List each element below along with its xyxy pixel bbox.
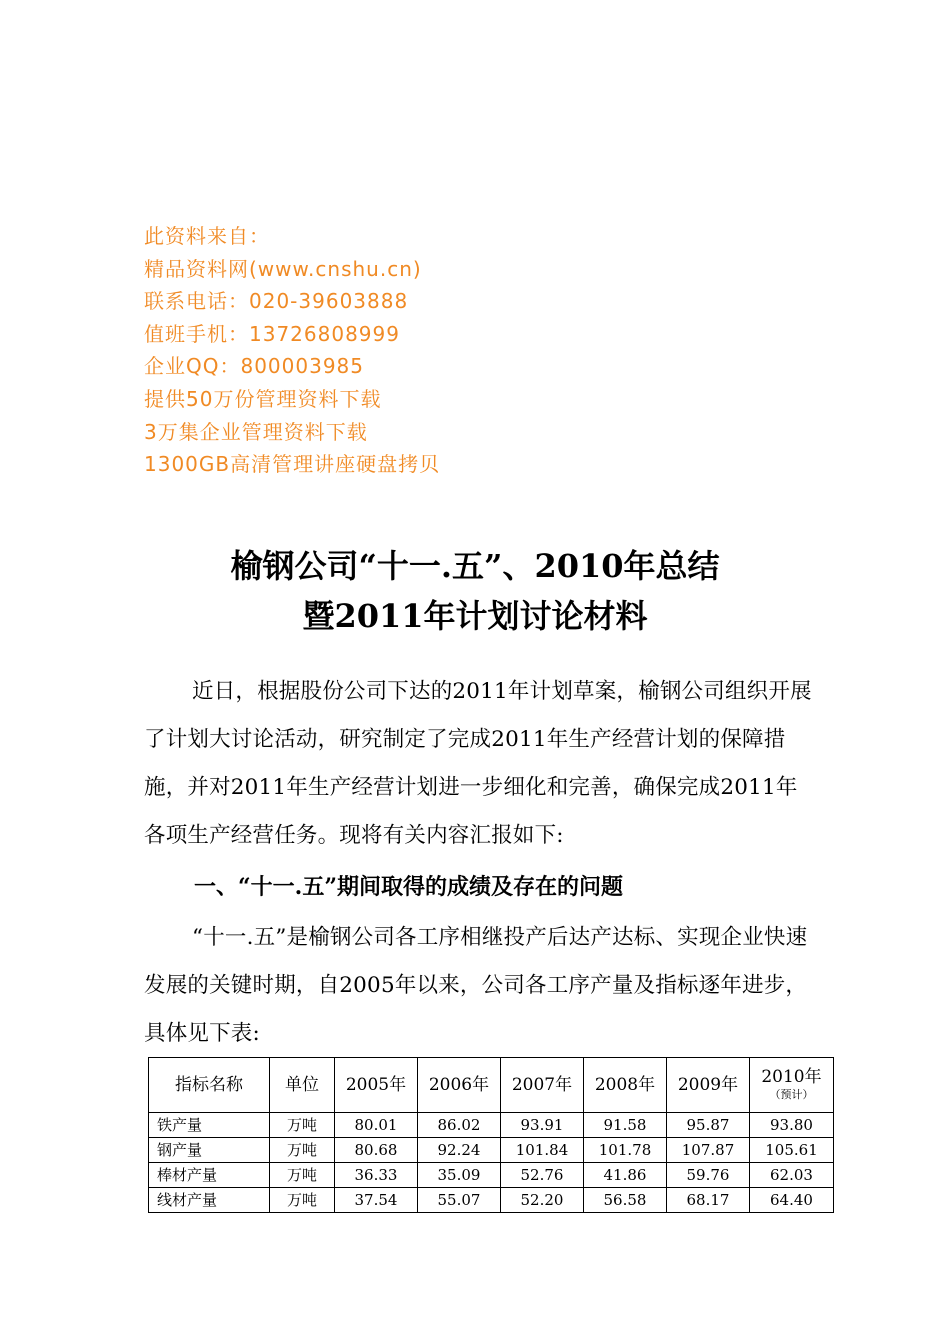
document-title-line2: 暨2011年计划讨论材料 (302, 597, 648, 635)
production-table (148, 1057, 834, 1213)
table-cell: 91.58 (584, 1113, 667, 1138)
table-cell: 59.76 (667, 1163, 750, 1188)
table-cell: 101.84 (501, 1138, 584, 1163)
table-cell: 86.02 (418, 1113, 501, 1138)
header-cell-year: 2010年 (761, 1067, 822, 1087)
table-cell: 68.17 (667, 1188, 750, 1213)
table-cell: 线材产量 (149, 1188, 270, 1213)
intro-text: 近日，根据股份公司下达的2011年计划草案，榆钢公司组织开展了计划大讨论活动，研究制定了完成2011年生产经营计划的保障措施，并对2011年生产经营计划进一步细化和完善，确保完成2011年各项生产经营任务。现将有关内容汇报如下: (144, 679, 812, 848)
table-cell: 95.87 (667, 1113, 750, 1138)
header-cell: 单位 (270, 1058, 335, 1113)
table-cell: 钢产量 (149, 1138, 270, 1163)
table-row (149, 1188, 834, 1213)
header-cell: 2007年 (501, 1058, 584, 1113)
intro-paragraph (144, 668, 814, 860)
source-line: 精品资料网(www.cnshu.cn) (144, 256, 422, 281)
table-cell: 36.33 (335, 1163, 418, 1188)
table-row (149, 1163, 834, 1188)
document-title-line1: 榆钢公司“十一.五”、2010年总结 (230, 547, 720, 585)
header-cell-2010 (750, 1058, 834, 1113)
table-cell: 铁产量 (149, 1113, 270, 1138)
table-cell: 92.24 (418, 1138, 501, 1163)
table-row (149, 1138, 834, 1163)
table-row (149, 1113, 834, 1138)
table-cell: 万吨 (270, 1138, 335, 1163)
source-line: 联系电话：020-39603888 (144, 289, 409, 314)
table-cell: 52.20 (501, 1188, 584, 1213)
table-cell: 93.80 (750, 1113, 834, 1138)
source-line: 企业QQ：800003985 (144, 354, 365, 379)
table-cell: 万吨 (270, 1163, 335, 1188)
table-cell: 56.58 (584, 1188, 667, 1213)
header-cell: 2006年 (418, 1058, 501, 1113)
table-cell: 80.01 (335, 1113, 418, 1138)
table-cell: 37.54 (335, 1188, 418, 1213)
source-line: 值班手机：13726808999 (144, 321, 400, 346)
table-cell: 64.40 (750, 1188, 834, 1213)
table-cell: 41.86 (584, 1163, 667, 1188)
header-cell: 2009年 (667, 1058, 750, 1113)
table-cell: 52.76 (501, 1163, 584, 1188)
section-text: “十一.五”是榆钢公司各工序相继投产后达产达标、实现企业快速发展的关键时期，自2005年以来，公司各工序产量及指标逐年进步，具体见下表: (144, 925, 808, 1046)
estimate-note: （预计） (769, 1088, 814, 1101)
source-line: 3万集企业管理资料下载 (144, 419, 368, 444)
table-cell: 35.09 (418, 1163, 501, 1188)
header-cell: 2005年 (335, 1058, 418, 1113)
table-cell: 105.61 (750, 1138, 834, 1163)
table-cell: 棒材产量 (149, 1163, 270, 1188)
source-line: 提供50万份管理资料下载 (144, 386, 382, 411)
table-cell: 万吨 (270, 1188, 335, 1213)
section-heading: 一、“十一.五”期间取得的成绩及存在的问题 (194, 874, 623, 900)
table-cell: 80.68 (335, 1138, 418, 1163)
table-cell: 93.91 (501, 1113, 584, 1138)
table-cell: 107.87 (667, 1138, 750, 1163)
header-cell: 2008年 (584, 1058, 667, 1113)
table-header-row (149, 1058, 834, 1113)
section-paragraph (144, 914, 814, 1058)
source-info-block (144, 220, 440, 481)
table-cell: 62.03 (750, 1163, 834, 1188)
table-cell: 万吨 (270, 1113, 335, 1138)
source-line: 此资料来自： (144, 224, 270, 248)
header-cell: 指标名称 (149, 1058, 270, 1113)
table-cell: 55.07 (418, 1188, 501, 1213)
table-cell: 101.78 (584, 1138, 667, 1163)
source-line: 1300GB高清管理讲座硬盘拷贝 (144, 452, 441, 477)
